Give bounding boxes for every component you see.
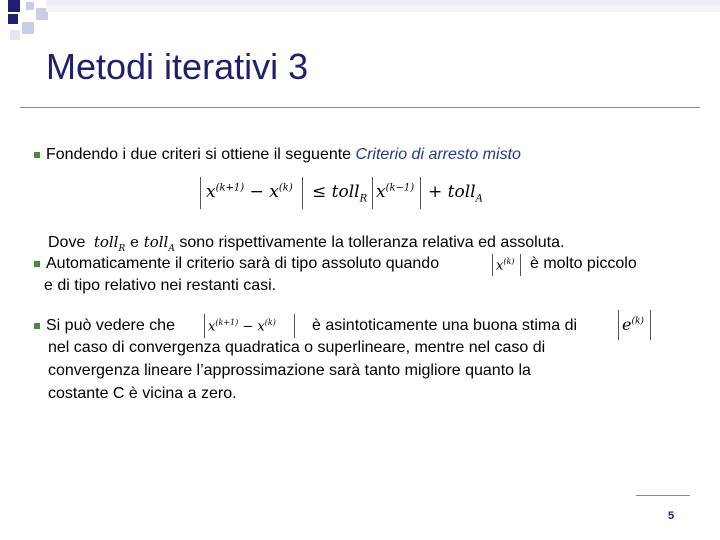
formula-diff: $x^{(k+1)} - x^{(k)}$ [202, 314, 298, 338]
bullet-marker [34, 261, 40, 267]
bullet-marker [34, 152, 40, 158]
bullet-3-mid: è asintoticamente una buona stima di [312, 317, 578, 334]
footer-divider [636, 495, 690, 496]
bullet-3-line4: costante C è vicina a zero. [48, 385, 237, 402]
bullet-marker [34, 323, 40, 329]
criterio-highlight: Criterio di arresto misto [355, 146, 521, 163]
bullet-1-text: Fondendo i due criteri si ottiene il seguente [46, 146, 352, 163]
slide-title: Metodi iterativi 3 [46, 46, 309, 87]
bullet-3-line3: convergenza lineare l’approssimazione sarà tanto migliore quanto la [48, 362, 531, 379]
bullet-2-line1: Automaticamente il criterio sarà di tipo assoluto quando [46, 255, 440, 272]
title-divider [20, 107, 700, 108]
bullet-2-line2: e di tipo relativo nei restanti casi. [44, 277, 277, 294]
bullet-3-prefix: Si può vedere che [46, 317, 175, 334]
formula-main: $x^{(k+1)} - x^{(k)}$ ≤ toll$_R$ $x^{(k-1)}$ + toll$_A$ [196, 175, 488, 211]
dove-line: Dove toll$_R$ e toll$_A$ sono rispettivamente la tolleranza relativa ed assoluta. [48, 233, 565, 254]
page-number: 5 [668, 510, 675, 522]
formula-xk: $x^{(k)}$ [490, 254, 524, 276]
bullet-1 [46, 145, 521, 165]
bullet-3-line2: nel caso di convergenza quadratica o superlineare, mentre nel caso di [48, 339, 546, 356]
formula-ek: $e^{(k)}$ [616, 310, 654, 340]
bullet-2-after: è molto piccolo [530, 255, 637, 272]
